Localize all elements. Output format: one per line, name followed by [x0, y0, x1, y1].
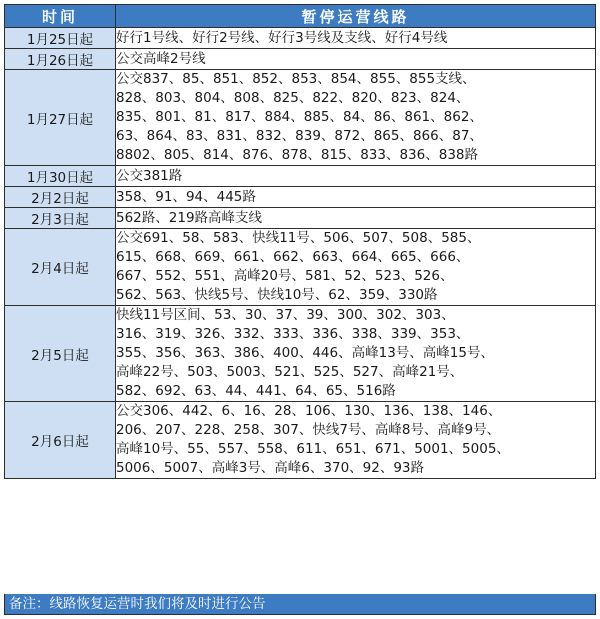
row-routes: [116, 208, 596, 229]
row-routes: [116, 187, 596, 208]
table-body: [5, 28, 596, 479]
route-line: 公交高峰2号线: [116, 50, 206, 67]
table-row: [5, 28, 596, 49]
row-date: 1月25日起: [5, 28, 116, 49]
header-routes: 暂停运营线路: [116, 5, 596, 28]
route-line: 667、552、551、高峰20号、581、52、523、526、: [116, 268, 454, 284]
row-routes: [116, 28, 596, 49]
route-line: 高峰10号、55、557、558、611、651、671、5001、5005、: [116, 441, 510, 457]
route-line: 63、864、83、831、832、839、872、865、866、87、: [116, 128, 483, 144]
route-line: 316、319、326、332、333、336、338、339、353、: [116, 326, 470, 342]
route-line: 公交691、58、583、快线11号、506、507、508、585、: [116, 230, 481, 246]
route-line: 582、692、63、44、441、64、65、516路: [116, 383, 396, 399]
route-line: 公交381路: [116, 167, 183, 184]
suspension-table: [4, 4, 596, 479]
row-routes: [116, 166, 596, 187]
route-line: 8802、805、814、876、878、815、833、836、838路: [116, 147, 478, 163]
table-header-row: [5, 5, 596, 28]
row-date: 2月2日起: [5, 187, 116, 208]
row-date: 1月26日起: [5, 49, 116, 70]
route-line: 快线11号区间、53、30、37、39、300、302、303、: [116, 307, 455, 323]
route-line: 好行1号线、好行2号线、好行3号线及支线、好行4号线: [116, 29, 448, 46]
route-line: 206、207、228、258、307、快线7号、高峰8号、高峰9号、: [116, 422, 501, 438]
table-row: [5, 187, 596, 208]
row-date: 1月30日起: [5, 166, 116, 187]
header-time: 时间: [5, 5, 116, 28]
row-routes: [116, 402, 596, 479]
row-date: 2月5日起: [5, 306, 116, 402]
table-row: [5, 229, 596, 306]
route-line: 835、801、81、817、884、885、84、86、861、862、: [116, 109, 483, 125]
route-line: 615、668、669、661、662、663、664、665、666、: [116, 249, 470, 265]
route-line: 828、803、804、808、825、822、820、823、824、: [116, 90, 470, 106]
row-routes: [116, 49, 596, 70]
row-date: 1月27日起: [5, 70, 116, 166]
table-row: [5, 306, 596, 402]
table-row: [5, 402, 596, 479]
route-line: 公交837、85、851、852、853、854、855、855支线、: [116, 71, 476, 87]
route-line: 562、563、快线5号、快线10号、62、359、330路: [116, 287, 438, 303]
route-line: 高峰22号、503、5003、521、525、527、高峰21号、: [116, 364, 464, 380]
row-date: 2月4日起: [5, 229, 116, 306]
row-routes: [116, 229, 596, 306]
row-date: 2月6日起: [5, 402, 116, 479]
route-line: 5006、5007、高峰3号、高峰6、370、92、93路: [116, 460, 425, 476]
route-line: 355、356、363、386、400、446、高峰13号、高峰15号、: [116, 345, 494, 361]
route-line: 358、91、94、445路: [116, 188, 256, 205]
table-row: [5, 70, 596, 166]
row-routes: [116, 70, 596, 166]
row-routes: [116, 306, 596, 402]
table-row: [5, 208, 596, 229]
route-line: 公交306、442、6、16、28、106、130、136、138、146、: [116, 403, 502, 419]
route-line: 562路、219路高峰支线: [116, 209, 263, 226]
row-date: 2月3日起: [5, 208, 116, 229]
table-row: [5, 166, 596, 187]
footer-note: 备注：线路恢复运营时我们将及时进行公告: [4, 594, 596, 615]
table-row: [5, 49, 596, 70]
